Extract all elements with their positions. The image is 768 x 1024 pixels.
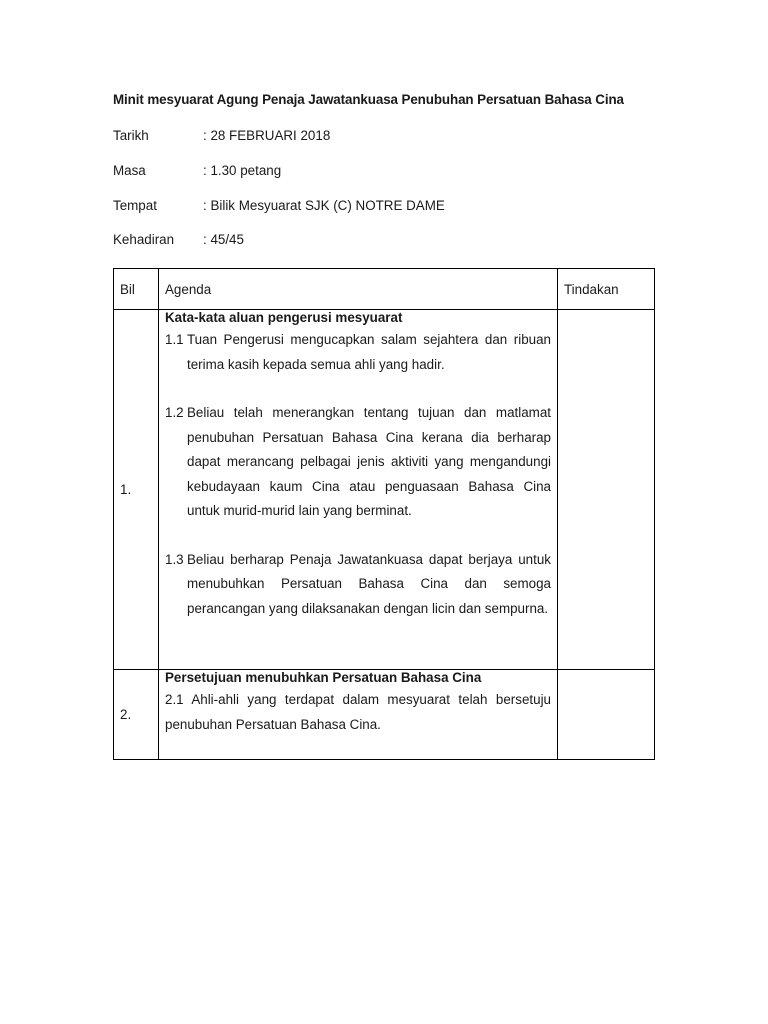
table-header-row: [114, 269, 655, 310]
agenda-paragraph: 2.1 Ahli-ahli yang terdapat dalam mesyuarat telah bersetuju penubuhan Persatuan Bahasa Cina.: [165, 692, 551, 732]
agenda-table: [113, 268, 655, 760]
meta-row-kehadiran: [113, 232, 244, 247]
row-bil: 2.: [114, 670, 159, 760]
row-tindakan: [558, 310, 655, 670]
item-number: 1.2: [165, 405, 184, 420]
document-title: Minit mesyuarat Agung Penaja Jawatankuasa Penubuhan Persatuan Bahasa Cina: [113, 92, 624, 107]
table-row: [114, 310, 655, 670]
item-text: Beliau telah menerangkan tentang tujuan dan matlamat penubuhan Persatuan Bahasa Cina kerana dia berharap dapat merancang pelbagai jenis aktiviti yang mengandungi kebudayaan kaum Cina atau penguasaan Bahasa Cina untuk murid-murid lain yang berminat.: [187, 405, 551, 518]
agenda-item: [165, 401, 551, 524]
row-agenda: [159, 310, 558, 670]
meta-label: Tempat: [113, 198, 157, 213]
meta-value: : Bilik Mesyuarat SJK (C) NOTRE DAME: [203, 198, 445, 213]
agenda-item: [165, 548, 551, 622]
header-tindakan: Tindakan: [558, 269, 655, 310]
meta-row-tempat: [113, 198, 445, 213]
row-tindakan: [558, 670, 655, 760]
item-number: 1.3: [165, 551, 184, 567]
section-heading: Kata-kata aluan pengerusi mesyuarat: [165, 310, 403, 325]
meta-label: Kehadiran: [113, 232, 175, 247]
meta-value: : 28 FEBRUARI 2018: [203, 128, 331, 143]
meta-row-masa: [113, 163, 281, 178]
meta-value: : 45/45: [203, 232, 244, 247]
header-bil: Bil: [114, 269, 159, 310]
meta-label: Masa: [113, 163, 146, 178]
section-heading: Persetujuan menubuhkan Persatuan Bahasa Cina: [165, 670, 482, 685]
row-agenda: [159, 670, 558, 760]
item-number: 1.1: [165, 332, 184, 347]
meta-label: Tarikh: [113, 128, 149, 143]
item-text: Beliau berharap Penaja Jawatankuasa dapat berjaya untuk menubuhkan Persatuan Bahasa Cina dan semoga perancangan yang dilaksanakan dengan licin dan sempurna.: [187, 551, 551, 616]
agenda-item: [165, 328, 551, 377]
item-text: Tuan Pengerusi mengucapkan salam sejahtera dan ribuan terima kasih kepada semua ahli yang hadir.: [187, 332, 551, 372]
meta-row-tarikh: [113, 128, 330, 143]
row-bil: 1.: [114, 310, 159, 670]
table-row: [114, 670, 655, 760]
header-agenda: Agenda: [159, 269, 558, 310]
meta-value: : 1.30 petang: [203, 163, 282, 178]
